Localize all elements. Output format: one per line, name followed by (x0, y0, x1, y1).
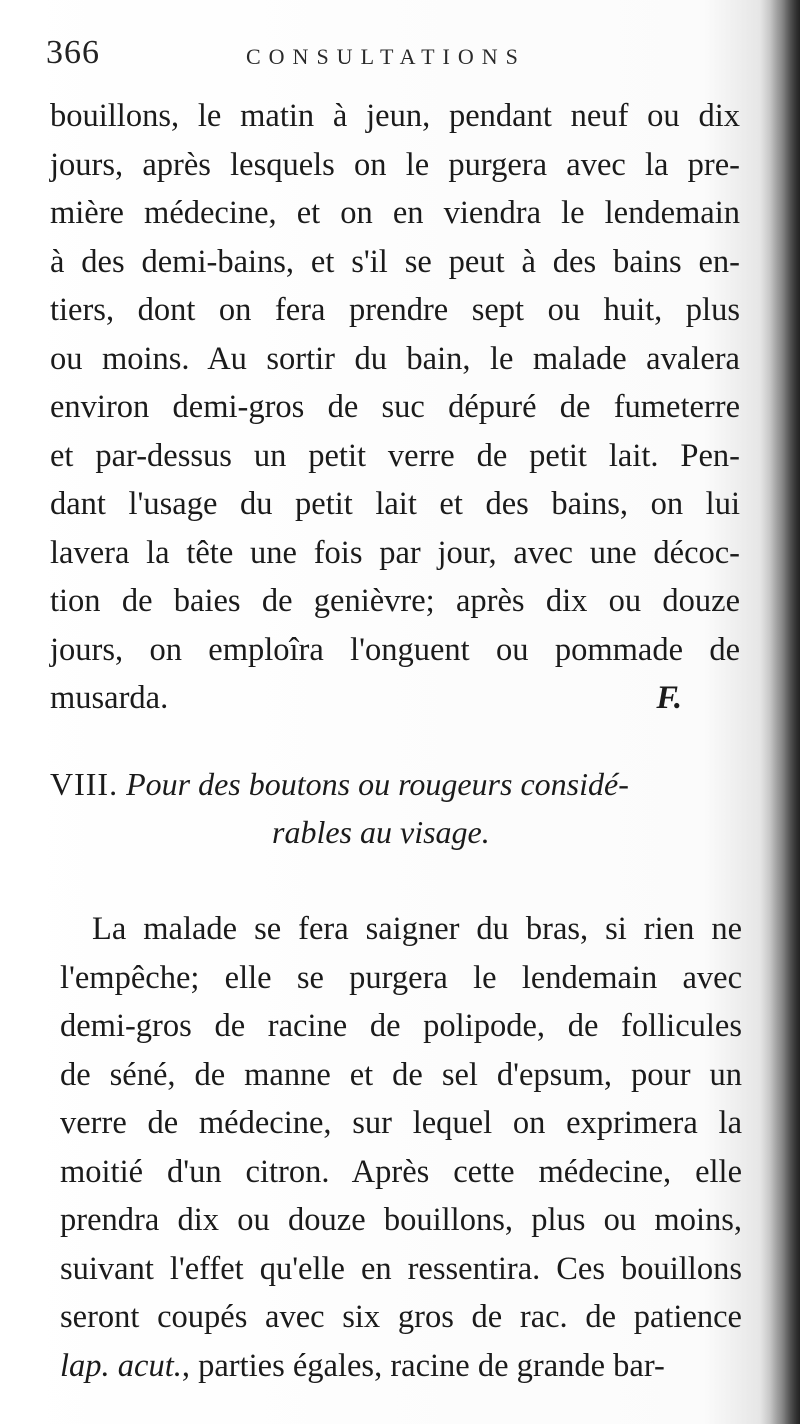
text-line: La malade se fera saigner du bras, si rien ne (92, 911, 742, 947)
latin-abbreviation: lap. acut. (60, 1347, 182, 1384)
page-number: 366 (46, 34, 100, 71)
section-heading (50, 760, 740, 856)
final-line-text: , parties égales, racine de grande bar- (181, 1347, 665, 1384)
text-line: bouillons, le matin à jeun, pendant neuf ou dix (50, 98, 740, 134)
text-line: dant l'usage du petit lait et des bains, on lui (50, 486, 740, 522)
text-line: moitié d'un citron. Après cette médecine, elle (60, 1153, 742, 1190)
text-line: à des demi-bains, et s'il se peut à des bains en- (50, 243, 740, 280)
text-line-last (50, 674, 740, 723)
author-initial: F. (656, 680, 682, 716)
text-line: prendra dix ou douze bouillons, plus ou moins, (60, 1202, 742, 1238)
text-line: tion de baies de genièvre; après dix ou douze (50, 583, 740, 619)
text-line: seront coupés avec six gros de rac. de patience (60, 1299, 742, 1335)
page-header (46, 34, 736, 78)
text-line: et par-dessus un petit verre de petit lait. Pen- (50, 437, 740, 474)
section-number: VIII. (50, 766, 119, 802)
text-line: lavera la tête une fois par jour, avec une décoc- (50, 534, 740, 571)
text-line: suivant l'effet qu'elle en ressentira. Ces bouillons (60, 1250, 742, 1287)
text-line: de séné, de manne et de sel d'epsum, pour un (60, 1056, 742, 1093)
text-line-final (60, 1342, 742, 1391)
text-line: jours, on emploîra l'onguent ou pommade de (50, 631, 740, 668)
section-title-part-1: Pour des boutons ou rougeurs considé- (126, 766, 629, 802)
text-line: verre de médecine, sur lequel on exprimera la (60, 1105, 742, 1141)
page-edge-shadow (770, 0, 800, 1424)
last-line-text: musarda. (50, 680, 169, 716)
text-line: environ demi-gros de suc dépuré de fumeterre (50, 389, 740, 425)
text-line: ou moins. Au sortir du bain, le malade avalera (50, 340, 740, 377)
running-head: CONSULTATIONS (246, 44, 526, 69)
section-title-part-2: rables au visage. (272, 814, 490, 850)
section-heading-line-1 (50, 760, 740, 808)
text-line: l'empêche; elle se purgera le lendemain avec (60, 959, 742, 996)
text-line: mière médecine, et on en viendra le lendemain (50, 195, 740, 231)
text-line: tiers, dont on fera prendre sept ou huit, plus (50, 292, 740, 328)
text-line: demi-gros de racine de polipode, de follicules (60, 1008, 742, 1044)
text-line: jours, après lesquels on le purgera avec la pre- (50, 146, 740, 183)
paragraph-2 (60, 905, 742, 1390)
paragraph-1 (50, 92, 740, 723)
